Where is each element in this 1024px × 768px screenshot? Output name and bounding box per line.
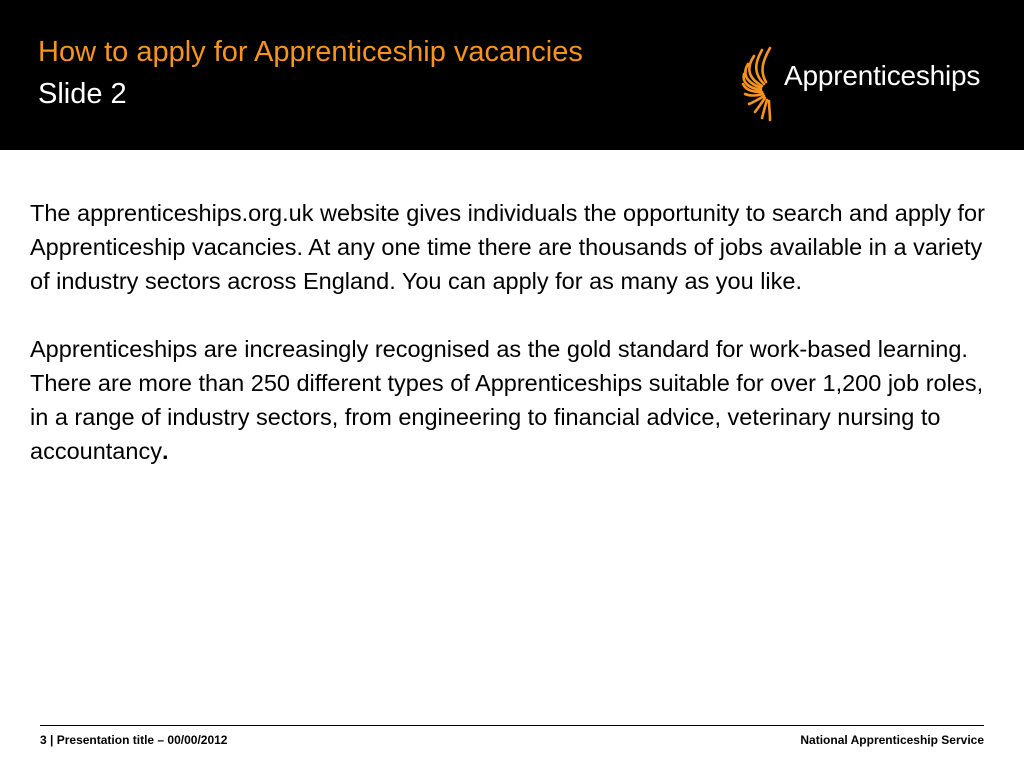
slide-title: How to apply for Apprenticeship vacancies	[38, 36, 583, 68]
footer-left	[40, 733, 227, 747]
sunburst-swoosh-icon	[740, 44, 784, 124]
footer-presentation-title: Presentation title – 00/00/2012	[56, 733, 228, 747]
body-paragraph-2-end: .	[161, 438, 169, 464]
footer-page-number: 3	[40, 733, 47, 747]
footer-divider	[40, 725, 984, 726]
footer-organisation: National Apprenticeship Service	[800, 733, 984, 747]
footer-separator: |	[46, 733, 57, 747]
apprenticeships-logo	[740, 44, 1000, 124]
logo-wordmark: Apprenticeships	[784, 60, 981, 91]
body-paragraph-2	[30, 332, 990, 468]
slide-header	[0, 0, 1024, 150]
body-paragraph-2-text: Apprenticeships are increasingly recognised as the gold standard for work-based learning. There are more than 250 different types of Apprenticeships suitable for over 1,200 job roles, in a range of industry sectors, from engineering to financial advice, veterinary nursing to accountancy	[30, 336, 984, 464]
slide-body	[30, 196, 990, 502]
body-paragraph-1: The apprenticeships.org.uk website gives individuals the opportunity to search and apply for Apprenticeship vacancies. At any one time there are thousands of jobs available in a variety of industry sectors across England. You can apply for as many as you like.	[30, 200, 985, 294]
slide-subtitle: Slide 2	[38, 78, 127, 110]
